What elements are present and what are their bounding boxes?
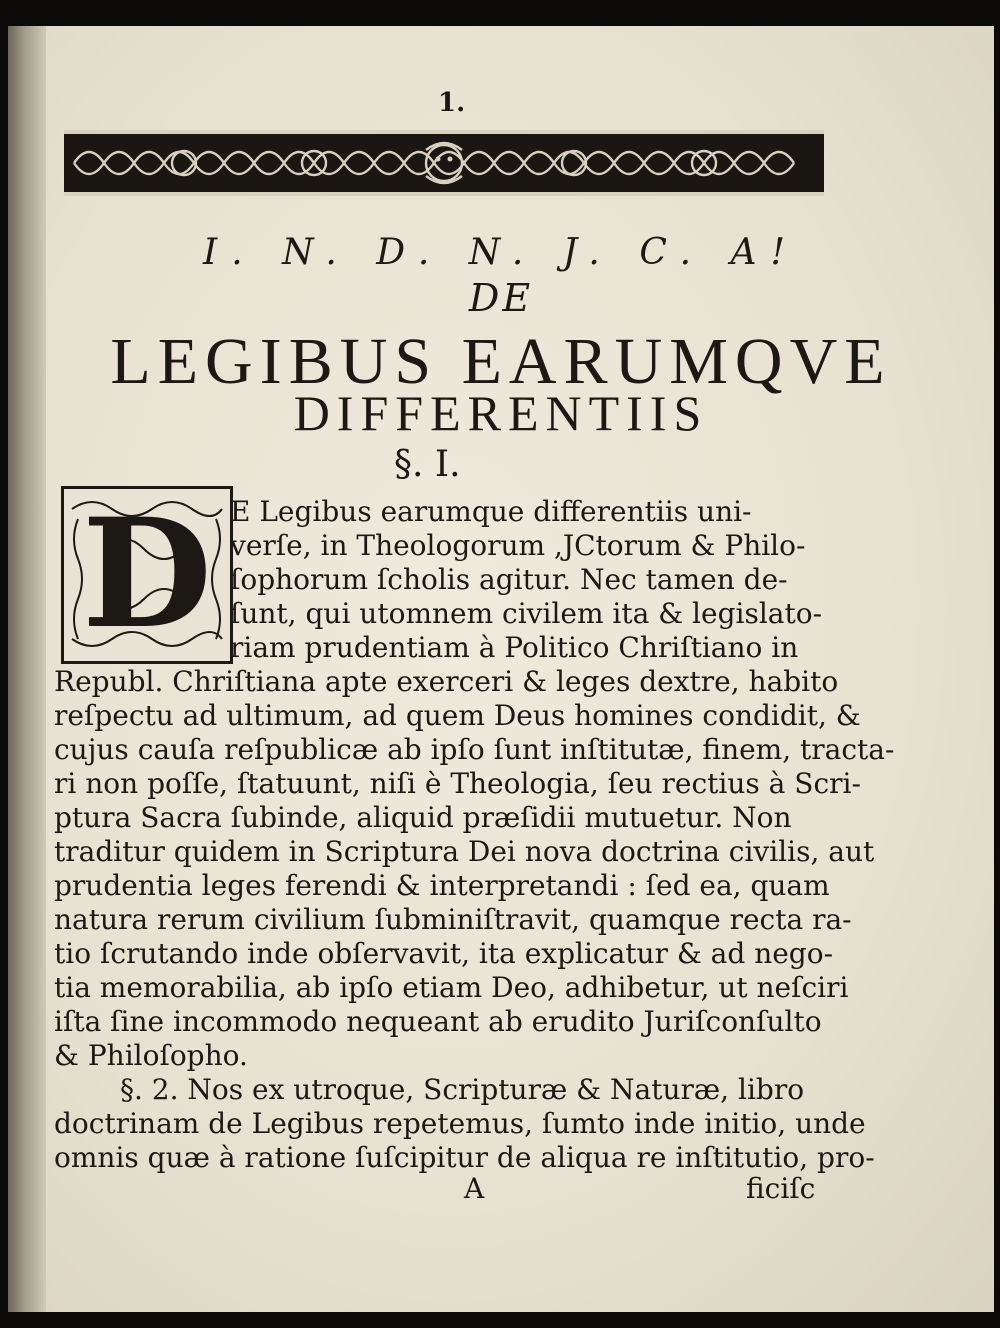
title-prefix: DE [468,276,534,320]
text-line: omnis quæ à ratione ſuſcipitur de aliqua re inſtitutio, pro- [54,1141,875,1174]
ornamental-headpiece [64,130,824,196]
text-line: & Philoſopho. [54,1039,248,1072]
text-line: natura rerum civilium ſubminiſtravit, quamque recta ra- [54,903,852,936]
invocation-line: I. N. D. N. J. C. A! [203,232,799,273]
signature-mark: A [464,1172,485,1205]
text-line: prudentia leges ferendi & interpretandi : ſed ea, quam [54,869,830,902]
text-line: riam prudentiam à Politico Chriſtiano in [230,631,799,664]
text-line: tia memorabilia, ab ipſo etiam Deo, adhibetur, ut neſciri [54,971,849,1004]
initial-letter: D [81,486,213,662]
text-line: Republ. Chriſtiana apte exerceri & leges dextre, habito [54,665,839,698]
text-line: cujus cauſa reſpublicæ ab ipſo ſunt inſtitutæ, finem, tracta- [54,733,895,766]
text-line: ſunt, qui utomnem civilem ita & legislato- [230,597,823,630]
decorated-initial [61,486,233,664]
text-line: verſe, in Theologorum ,JCtorum & Philo- [230,529,806,562]
section-heading: §. I. [394,444,461,485]
text-line: tio ſcrutando inde obſervavit, ita explicatur & ad nego- [54,937,834,970]
text-line: ptura Sacra ſubinde, aliquid præſidii mutuetur. Non [54,801,792,834]
book-spine [8,26,46,1312]
title-line-1: LEGIBUS EARUMQVE [110,325,892,398]
text-line: iſta ſine incommodo nequeant ab erudito Juriſconſulto [54,1005,822,1038]
text-line: ſophorum ſcholis agitur. Nec tamen de- [230,563,788,596]
text-line: §. 2. Nos ex utroque, Scripturæ & Naturæ, libro [120,1073,805,1106]
page-number: 1. [438,88,466,118]
text-line: ri non poſſe, ſtatuunt, niſi è Theologia, ſeu rectius à Scri- [54,767,861,800]
book-page [8,26,994,1312]
text-line: traditur quidem in Scriptura Dei nova doctrina civilis, aut [54,835,875,868]
text-line: E Legibus earumque differentiis uni- [230,495,752,528]
title-line-2: DIFFERENTIIS [293,385,709,441]
text-line: reſpectu ad ultimum, ad quem Deus homines condidit, & [54,699,861,732]
text-line: doctrinam de Legibus repetemus, ſumto inde initio, unde [54,1107,866,1140]
catchword: ficiſc [746,1172,816,1205]
